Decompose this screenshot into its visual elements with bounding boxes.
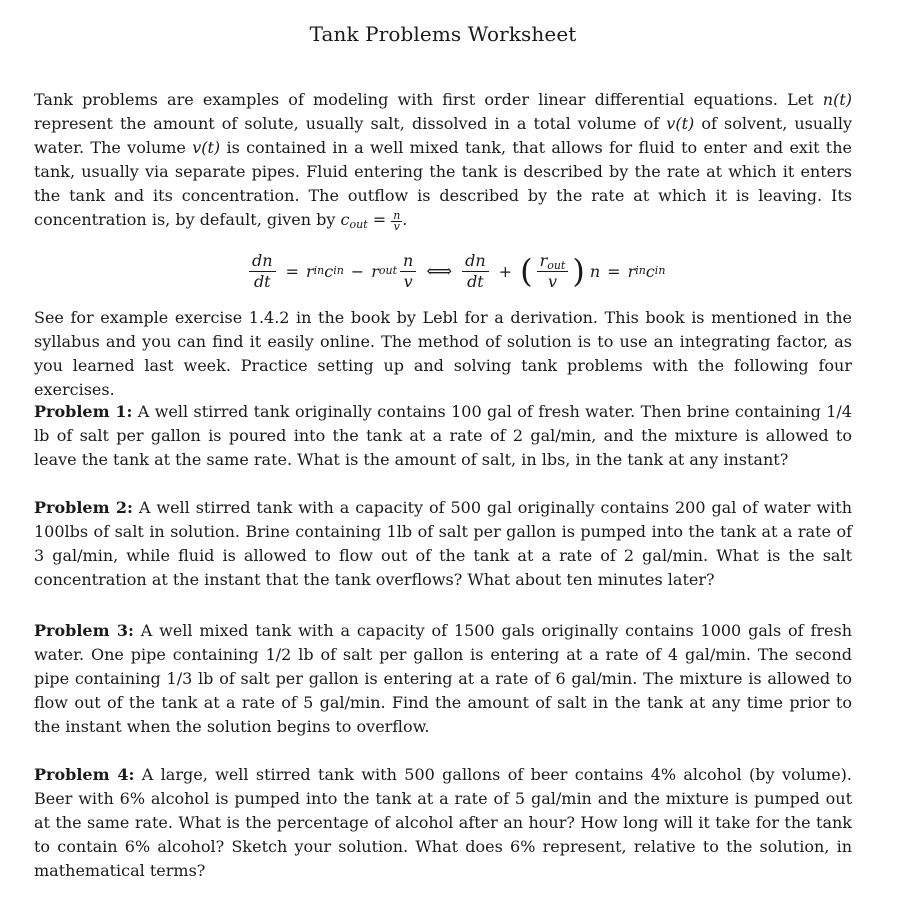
problem-4: Problem 4: A large, well stirred tank with 500 gallons of beer contains 4% alcohol (by volume). Beer with 6% alcohol is pumped into the tank at a rate of 5 gal/min and the mixture is pumped out at the same rate. What is the percentage of alcohol after an hour? How long will it take for the tank to contain 6% alcohol? Sketch your solution. What does 6% represent, relative to the solution, in mathematical terms? [34,765,853,880]
problem-2: Problem 2: A well stirred tank with a capacity of 500 gal originally contains 200 gal of water with 100lbs of salt in solution. Brine containing 1lb of salt per gallon is pumped into the tank at a rate of 3 gal/min, while fluid is allowed to flow out of the tank at a rate of 2 gal/min. What is the salt concentration at the instant that the tank overflows? What about ten minutes later? [34,498,853,589]
problem-label: Problem 2: [34,498,133,517]
inline-fraction: $\frac{n}{v}$ [393,209,401,233]
rout-over-v-fraction: $\frac{r_{out}}{v}$ [537,251,569,292]
problem-label: Problem 3: [34,621,134,640]
problem-label: Problem 4: [34,765,135,784]
tank-equation: $\frac{dn}{dt}$ = r in c in − r out $\frac{n}{v}$ ⟺ $\frac{dn}{dt}$ + ( $\frac{r_{out}}{v}$ ) n = r in c in [34,246,852,296]
page-title: Tank Problems Worksheet [309,22,577,46]
derivative-fraction-2: $\frac{dn}{dt}$ [462,251,489,292]
problem-3: Problem 3: A well mixed tank with a capacity of 1500 gals originally contains 1000 gals of fresh water. One pipe containing 1/2 lb of salt per gallon is entering at a rate of 4 gal/min. The second pipe containing 1/3 lb of salt per gallon is entering at a rate of 6 gal/min. The mixture is allowed to flow out of the tank at a rate of 5 gal/min. Find the amount of salt in the tank at any time prior to the instant when the solution begins to overflow. [34,621,852,736]
iff-symbol: ⟺ [426,260,453,282]
derivative-fraction: $\frac{dn}{dt}$ [249,251,276,292]
problem-label: Problem 1: [34,402,133,421]
intro-paragraph: Tank problems are examples of modeling with first order linear differential equations. Let n(t) represent the amount of solute, usually salt, dissolved in a total volume of v(t) of solvent, usually water. The volume v(t) is contained in a well mixed tank, that allows for fluid to enter and exit the tank, usually via separate pipes. Fluid entering the tank is described by the rate at which it enters the tank and its concentration. The outflow is described by the rate at which it is leaving. Its concentration is, by default, given by $c_{out}$ = $\frac{n}{v}$ . [34,90,853,233]
see-example-paragraph: See for example exercise 1.4.2 in the book by Lebl for a derivation. This book is mentioned in the syllabus and you can find it easily online. The method of solution is to use an integrating factor, as you learned last week. Practice setting up and solving tank problems with the following four exercises. [34,308,852,399]
n-over-v-fraction: $\frac{n}{v}$ [400,251,416,292]
problem-1: Problem 1: A well stirred tank originally contains 100 gal of fresh water. Then brine containing 1/4 lb of salt per gallon is poured into the tank at a rate of 2 gal/min, and the mixture is allowed to leave the tank at the same rate. What is the amount of salt, in lbs, in the tank at any instant? [34,402,852,469]
